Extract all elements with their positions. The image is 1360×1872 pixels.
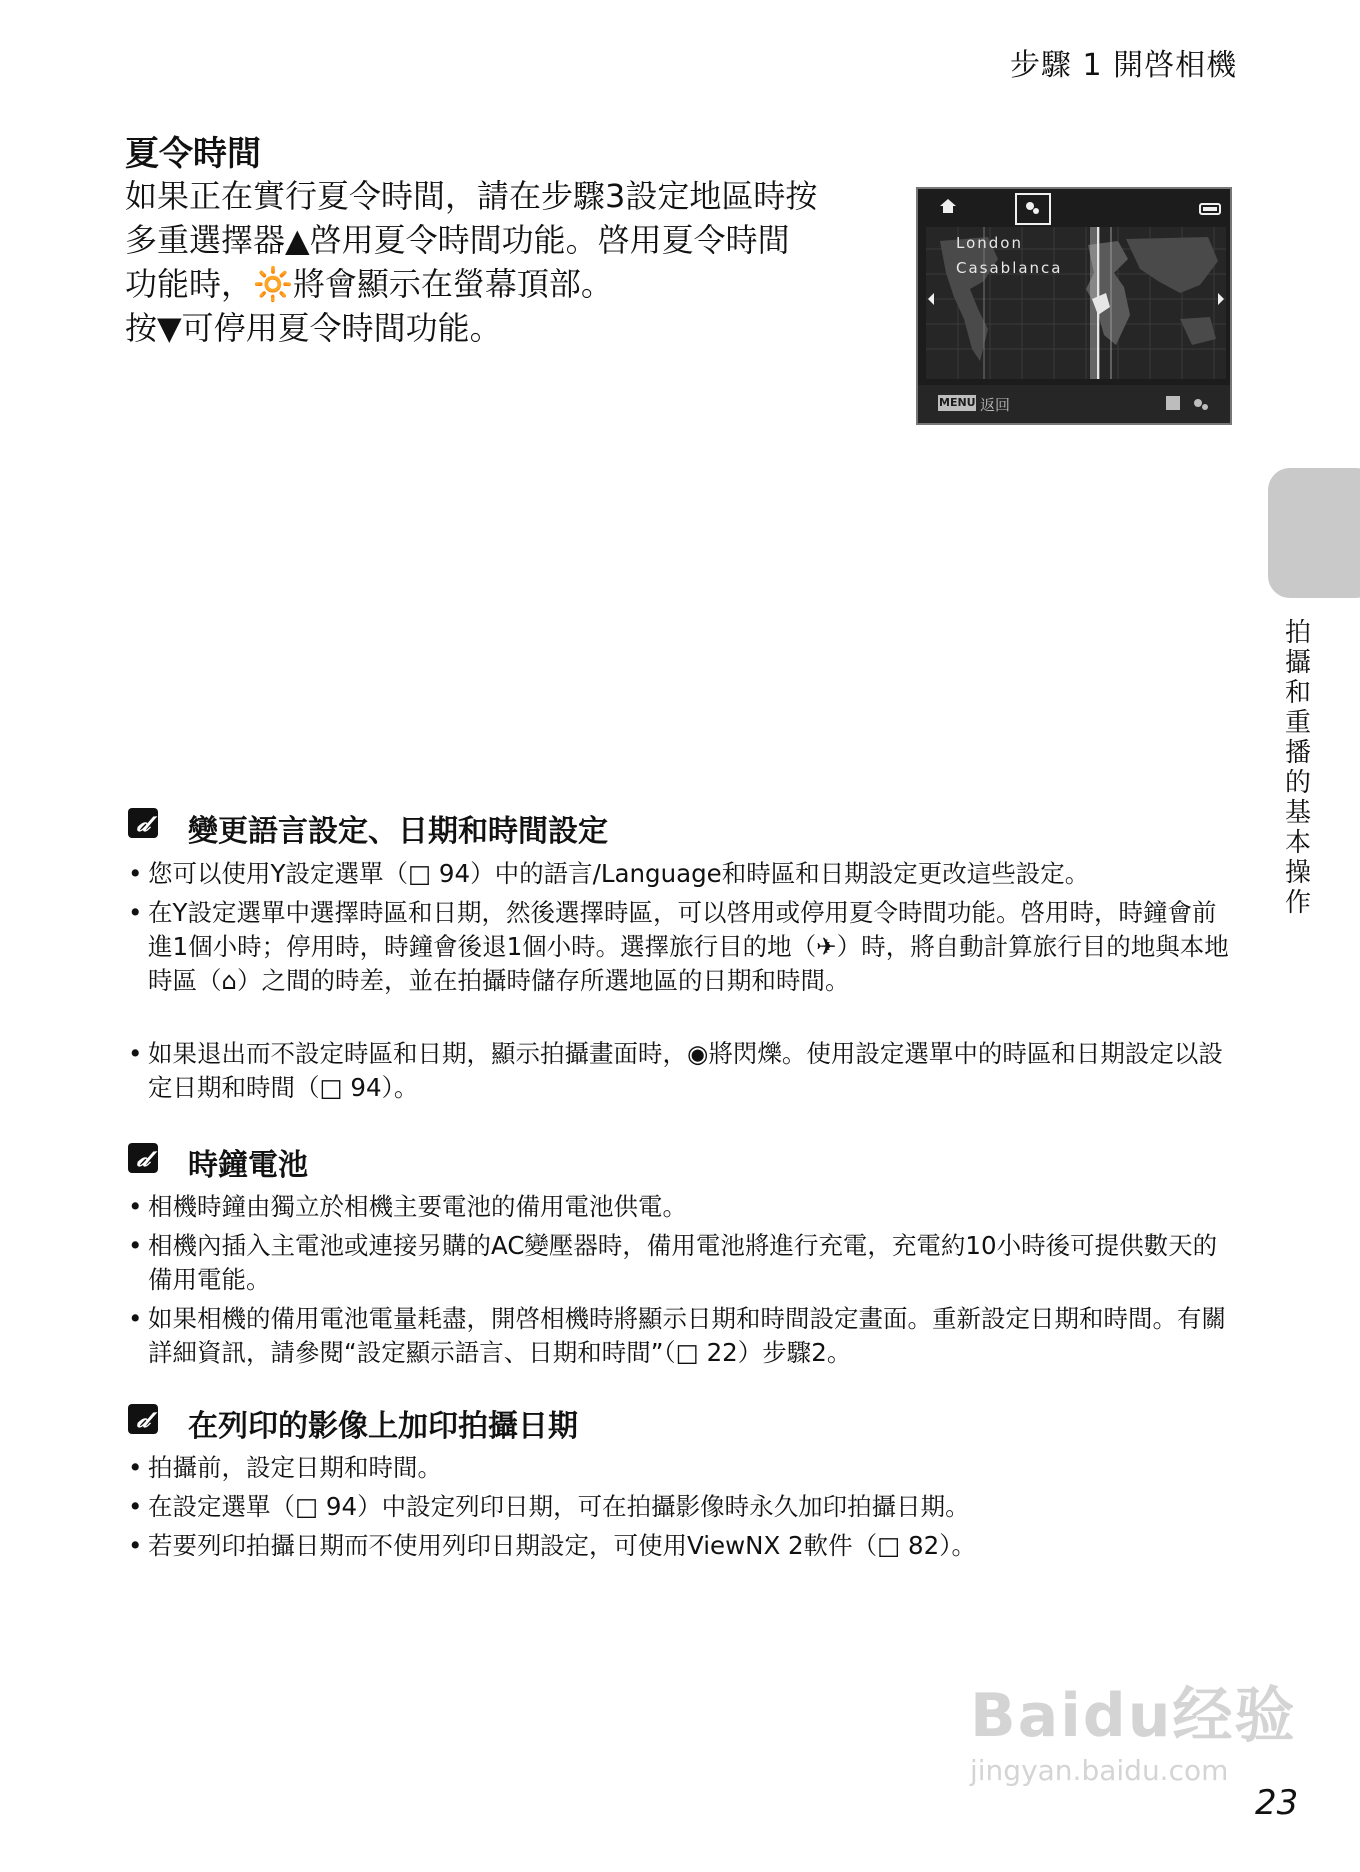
dst-body-line-2: 多重選擇器▲啓用夏令時間功能。啓用夏令時間: [125, 221, 790, 259]
note1-bullet-1-text: 您可以使用Y設定選單（□ 94）中的語言/Language和時區和日期設定更改這些設定。: [148, 859, 1090, 888]
dst-body-line-3: 功能時，🔆將會顯示在螢幕頂部。: [125, 265, 613, 303]
watermark-url: jingyan.baidu.com: [970, 1754, 1229, 1787]
note3-bullet-1: • 拍攝前，設定日期和時間。: [128, 1451, 1238, 1485]
note-title-date-imprint: 在列印的影像上加印拍攝日期: [188, 1409, 578, 1444]
note-title-language-datetime: 變更語言設定、日期和時間設定: [188, 814, 608, 849]
dst-body-line-1: 如果正在實行夏令時間，請在步驟3設定地區時按: [125, 177, 818, 215]
note2-bullet-3: • 如果相機的備用電池電量耗盡，開啓相機時將顯示日期和時間設定畫面。重新設定日期和時間。有關詳細資訊，請參閱“設定顯示語言、日期和時間”（□ 22）步驟2。: [128, 1302, 1238, 1370]
screen-city-casablanca: Casablanca: [956, 259, 1063, 277]
side-tab-label-char: 攝: [1284, 648, 1311, 678]
note-pencil-icon: 𝒹: [128, 1143, 158, 1173]
note-title-clock-battery: 時鐘電池: [188, 1148, 308, 1183]
note3-bullet-2-text: 在設定選單（□ 94）中設定列印日期，可在拍攝影像時永久加印拍攝日期。: [148, 1492, 970, 1521]
side-tab: [1268, 468, 1360, 598]
note1-bullet-1: • 您可以使用Y設定選單（□ 94）中的語言/Language和時區和日期設定更改這些設定。: [128, 857, 1238, 891]
note2-bullet-1: • 相機時鐘由獨立於相機主要電池的備用電池供電。: [128, 1190, 1238, 1224]
dst-body-line-4: 按▼可停用夏令時間功能。: [125, 309, 502, 347]
side-tab-label-char: 拍: [1284, 618, 1311, 648]
page-number: 23: [1255, 1783, 1299, 1823]
side-tab-label-char: 操: [1284, 858, 1311, 888]
baidu-watermark-logo: [970, 1668, 1296, 1787]
screen-back-label: 返回: [980, 396, 1011, 414]
note1-bullet-3: • 如果退出而不設定時區和日期，顯示拍攝畫面時，◉將閃爍。使用設定選單中的時區和日期設定以設定日期和時間（□ 94）。: [128, 1037, 1238, 1105]
side-tab-label: [1278, 618, 1318, 918]
watermark-brand: Baidu经验: [970, 1681, 1297, 1751]
side-tab-label-char: 重: [1284, 708, 1311, 738]
note3-bullet-2: • 在設定選單（□ 94）中設定列印日期，可在拍攝影像時永久加印拍攝日期。: [128, 1490, 1238, 1524]
note2-bullet-2-text: 相機內插入主電池或連接另購的AC變壓器時，備用電池將進行充電，充電約10小時後可提供數天的備用電能。: [148, 1231, 1218, 1294]
side-tab-label-char: 作: [1284, 888, 1311, 918]
note2-bullet-2: • 相機內插入主電池或連接另購的AC變壓器時，備用電池將進行充電，充電約10小時後可提供數天的備用電能。: [128, 1229, 1238, 1297]
side-tab-label-char: 基: [1284, 798, 1311, 828]
note-pencil-icon: 𝒹: [128, 1404, 158, 1434]
note1-bullet-3-text: 如果退出而不設定時區和日期，顯示拍攝畫面時，◉將閃爍。使用設定選單中的時區和日期設定以設定日期和時間（□ 94）。: [148, 1039, 1223, 1102]
note2-bullet-1-text: 相機時鐘由獨立於相機主要電池的備用電池供電。: [148, 1192, 687, 1221]
side-tab-label-char: 和: [1284, 678, 1311, 708]
camera-screen-illustration: [916, 187, 1232, 425]
note3-bullet-1-text: 拍攝前，設定日期和時間。: [148, 1453, 442, 1482]
note3-bullet-3-text: 若要列印拍攝日期而不使用列印日期設定，可使用ViewNX 2軟件（□ 82）。: [148, 1531, 976, 1560]
side-tab-label-char: 的: [1284, 768, 1311, 798]
note3-bullet-3: • 若要列印拍攝日期而不使用列印日期設定，可使用ViewNX 2軟件（□ 82）。: [128, 1529, 1238, 1563]
screen-city-london: London: [956, 234, 1023, 252]
up-down-icon: [1166, 396, 1180, 410]
screen-menu-label: MENU: [939, 396, 976, 409]
note2-bullet-3-text: 如果相機的備用電池電量耗盡，開啓相機時將顯示日期和時間設定畫面。重新設定日期和時間。有關詳細資訊，請參閱“設定顯示語言、日期和時間”（□ 22）步驟2。: [148, 1304, 1226, 1367]
note-pencil-icon: 𝒹: [128, 808, 158, 838]
page-header-title: 步驟 1 開啓相機: [1010, 48, 1238, 83]
note1-bullet-2: • 在Y設定選單中選擇時區和日期，然後選擇時區，可以啓用或停用夏令時間功能。啓用時，時鐘會前進1個小時；停用時，時鐘會後退1個小時。選擇旅行目的地（✈）時，將自動計算旅行目的地與本地時區（⌂）之間的時差，並在拍攝時儲存所選地區的日期和時間。: [128, 896, 1238, 998]
note1-bullet-2-text: 在Y設定選單中選擇時區和日期，然後選擇時區，可以啓用或停用夏令時間功能。啓用時，時鐘會前進1個小時；停用時，時鐘會後退1個小時。選擇旅行目的地（✈）時，將自動計算旅行目的地與本地時區（⌂）之間的時差，並在拍攝時儲存所選地區的日期和時間。: [148, 898, 1229, 995]
section-heading-dst: 夏令時間: [125, 134, 261, 174]
side-tab-label-char: 播: [1284, 738, 1311, 768]
side-tab-label-char: 本: [1284, 828, 1311, 858]
